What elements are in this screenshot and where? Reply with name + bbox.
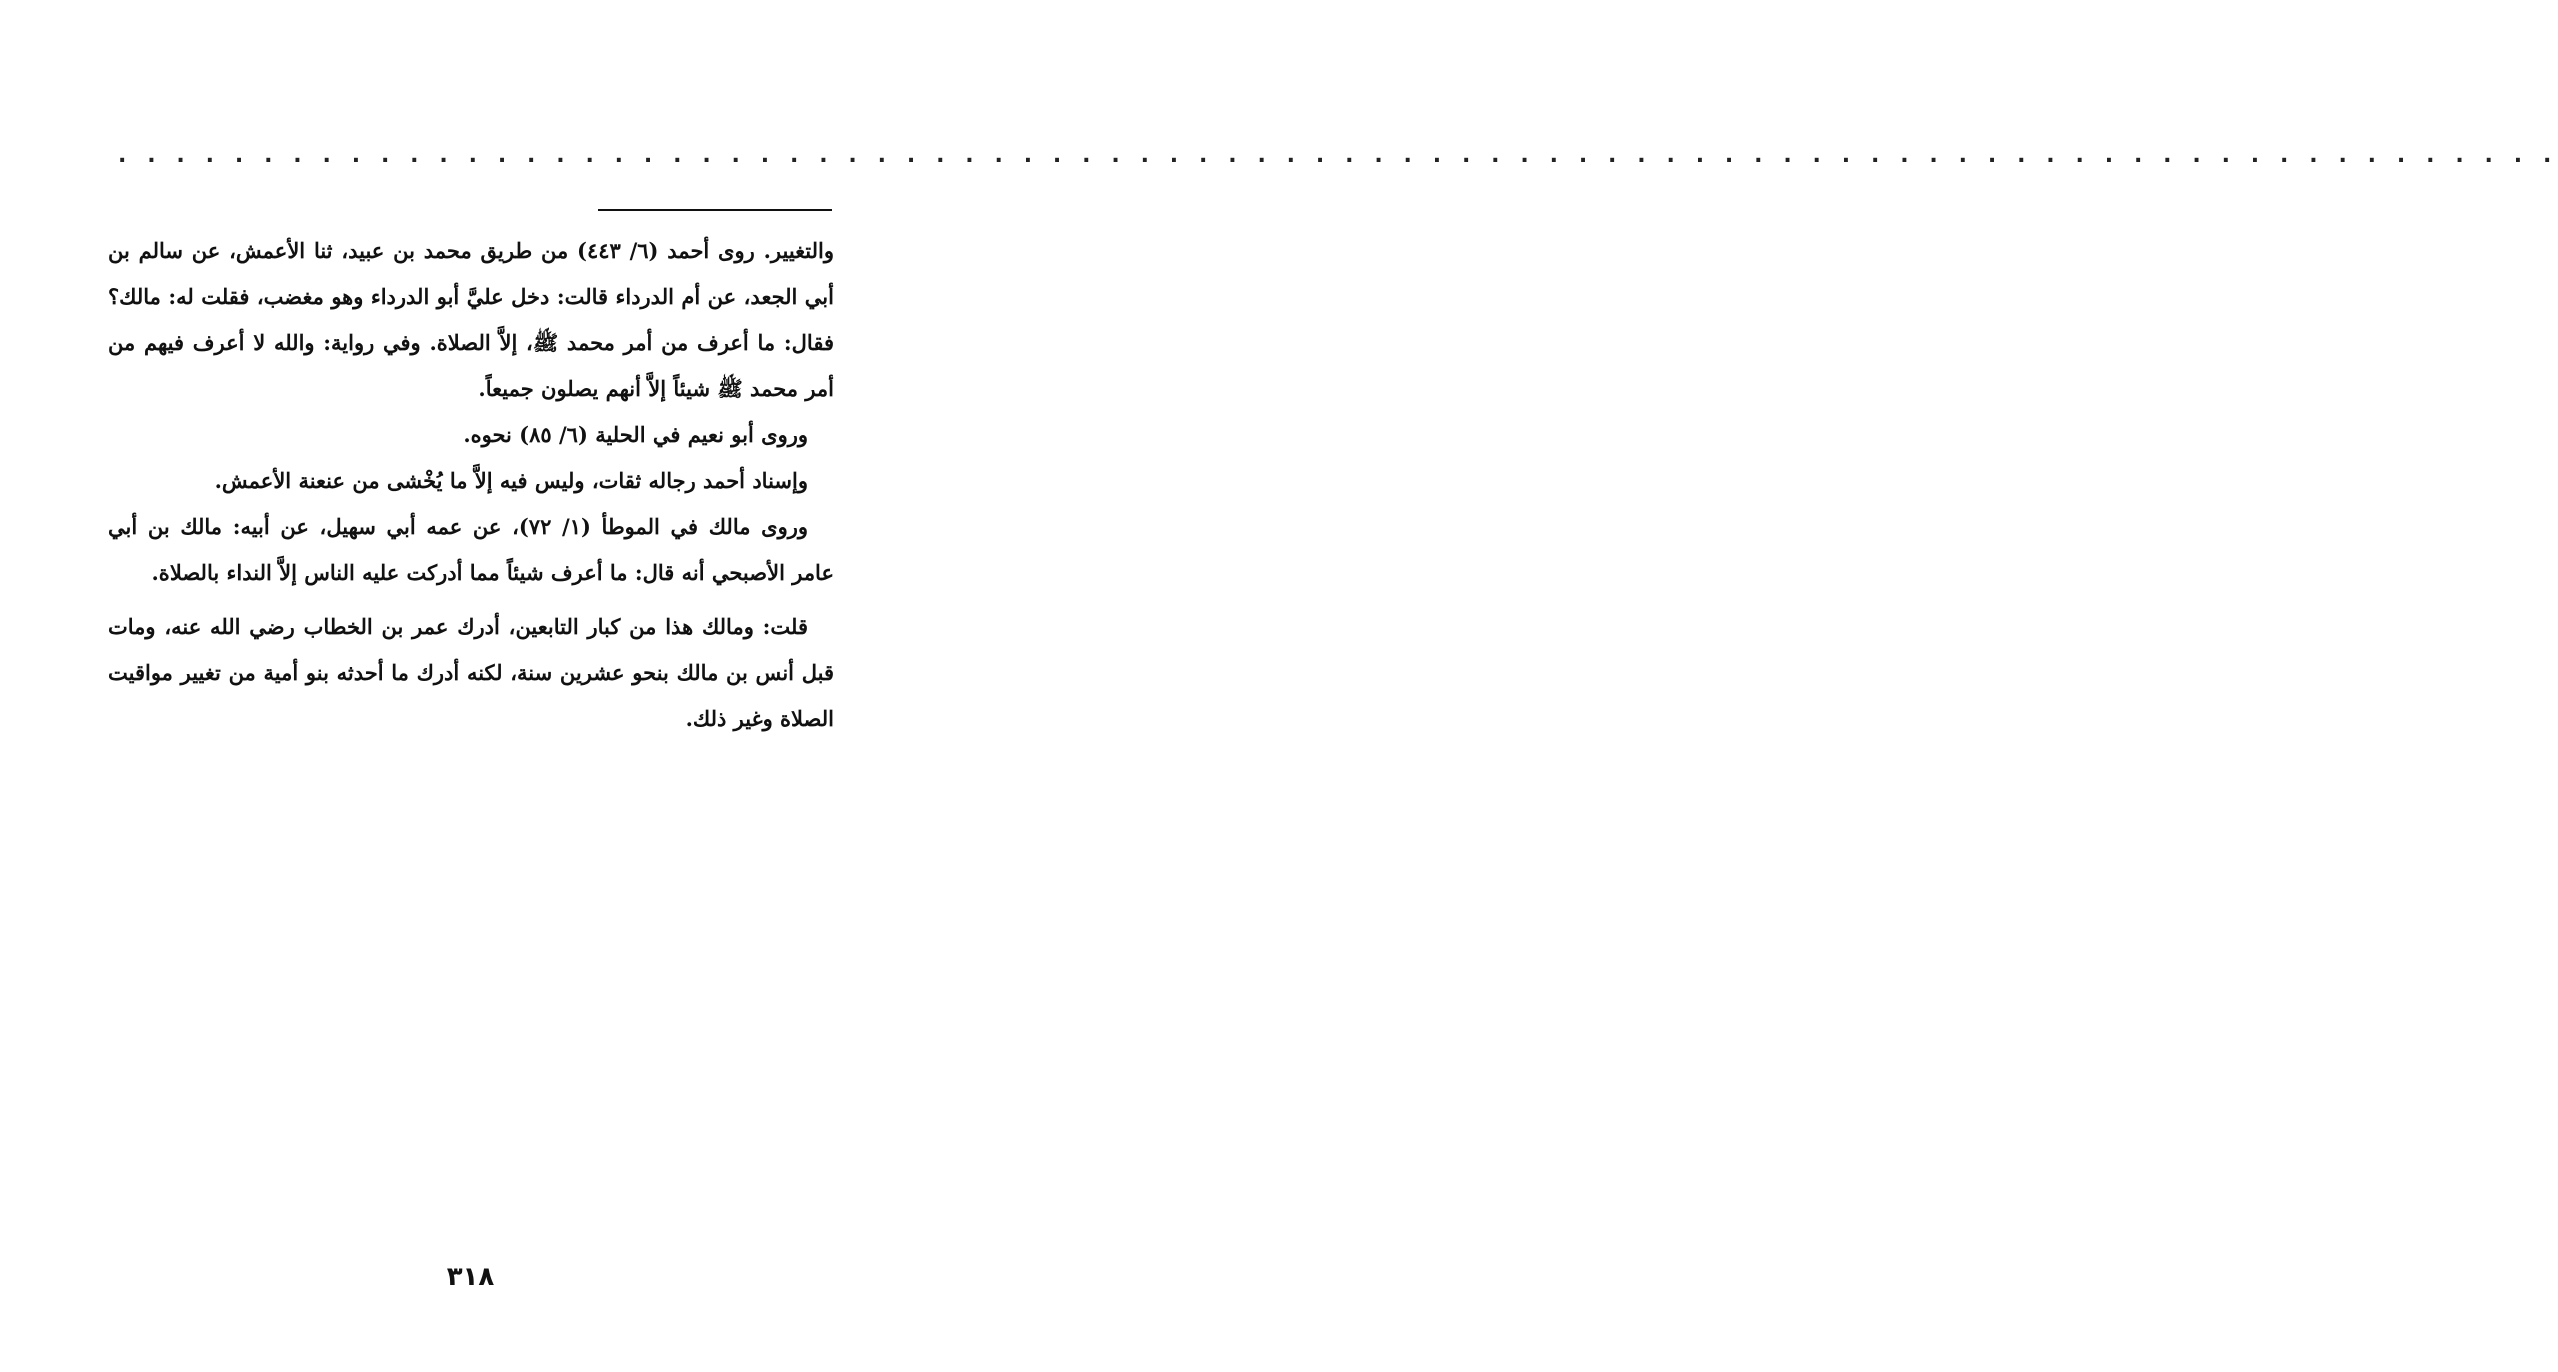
footnote-paragraph: وروى أبو نعيم في الحلية (٦/ ٨٥) نحوه. (463, 422, 808, 447)
footnote-paragraph: وإسناد أحمد رجاله ثقات، وليس فيه إلاَّ ما يُخْشى من عنعنة الأعمش. (214, 468, 808, 493)
footnote-paragraph: قلت: ومالك هذا من كبار التابعين، أدرك عمر بن الخطاب رضي الله عنه، ومات قبل أنس بن مالك بنحو عشرين سنة، لكنه أدرك ما أحدثه بنو أمية من تغيير مواقيت الصلاة وغير ذلك. (108, 614, 834, 731)
footnote-text (108, 228, 834, 742)
footnote-paragraph: وروى مالك في الموطأ (١/ ٧٢)، عن عمه أبي سهيل، عن أبيه: مالك بن أبي عامر الأصبحي أنه قال: ما أعرف شيئاً مما أدركت عليه الناس إلاَّ النداء بالصلاة. (108, 514, 834, 585)
dotted-separator: . . . . . . . . . . . . . . . . . . . . . . . . . . . . . . . . . . . . . . . . . . . . . . . . . . . . . . . . . . . . . . . . . . . . . . . . . . . . . . . . . . . . (118, 143, 2558, 168)
footnote-paragraph: والتغيير. روى أحمد (٦/ ٤٤٣) من طريق محمد بن عبيد، ثنا الأعمش، عن سالم بن أبي الجعد، عن أم الدرداء قالت: دخل عليَّ أبو الدرداء وهو مغضب، فقلت له: مالك؟ فقال: ما أعرف من أمر محمد ﷺ، إلاَّ الصلاة. وفي رواية: والله لا أعرف فيهم من أمر محمد ﷺ شيئاً إلاَّ أنهم يصلون جميعاً. (108, 238, 834, 401)
footnote-rule (598, 209, 832, 211)
page-number: ٣١٨ (446, 1262, 495, 1292)
